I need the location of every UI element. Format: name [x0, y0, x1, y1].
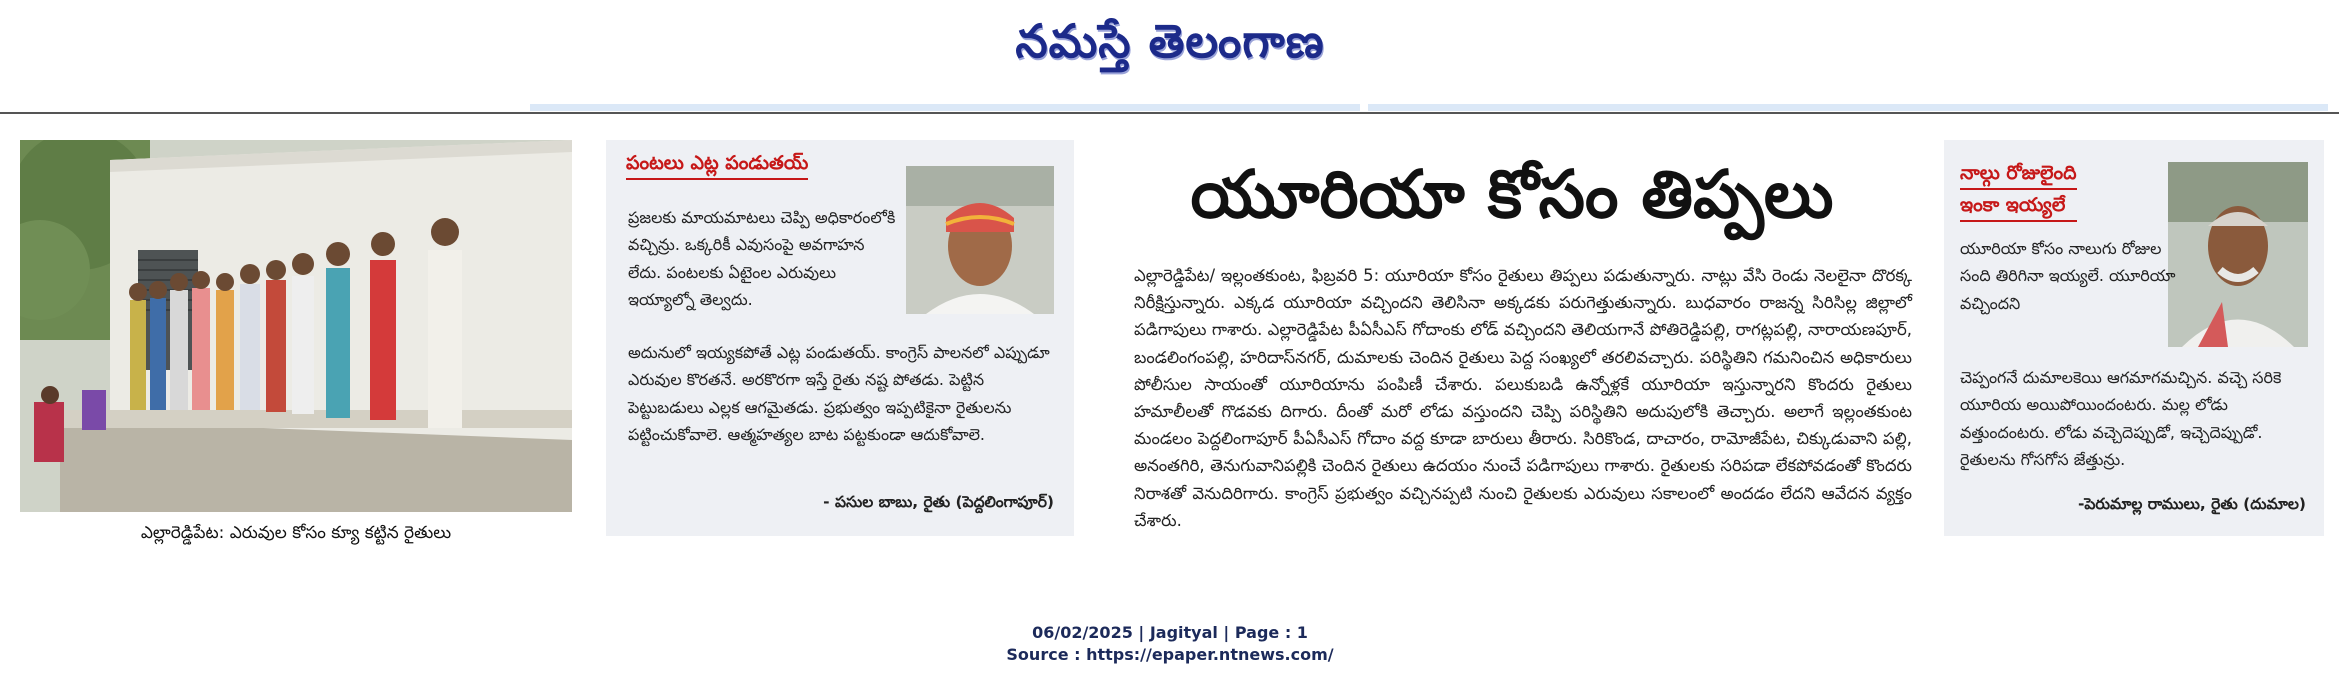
- farmer-headshot-left: [906, 166, 1054, 314]
- quote-signature-right: -పెరుమాల్ల రాములు, రైతు (దుమాల): [2077, 495, 2306, 513]
- source-link[interactable]: Source : https://epaper.ntnews.com/: [1006, 645, 1334, 664]
- quote-heading-right: [1960, 158, 2077, 222]
- quote-heading-right-line1: నాల్గు రోజులైంది: [1960, 158, 2077, 190]
- masthead: [0, 0, 2339, 100]
- quote-body-right-bottom: చెప్పంగనే దుమాలకెయి ఆగమాగమచ్చిన. వచ్చె సరికె యూరియ అయిపోయిందంటరు. మల్ల లోడు వత్తుందంటరు. లోడు వచ్చెదెప్పుడో, ఇచ్చెదెప్పుడో. రైతులను గోసగోస జేత్తున్రు.: [1960, 368, 2282, 469]
- header-divider-blue-right: [1368, 104, 2328, 111]
- farmer-headshot-right: [2168, 162, 2308, 347]
- farmers-queue-image: [20, 140, 572, 512]
- quote-heading-right-line2: ఇంకా ఇయ్యలే: [1960, 190, 2077, 222]
- quote-body-left-top: ప్రజలకు మాయమాటలు చెప్పి అధికారంలోకి వచ్చిన్రు. ఒక్కరికీ ఎవుసంపై అవగాహన లేదు. పంటలకు ఏటైంల ఎరువులు ఇయ్యాల్నో తెల్వదు.: [628, 208, 896, 309]
- photo-caption: ఎల్లారెడ్డిపేట: ఎరువుల కోసం క్యూ కట్టిన రైతులు: [140, 523, 452, 543]
- header-divider: [0, 112, 2339, 114]
- farmer-quote-box-left: [606, 140, 1074, 536]
- quote-body-right-top: యూరియా కోసం నాలుగు రోజుల సంది తిరిగినా ఇయ్యలే. యూరియా వచ్చిందని: [1960, 239, 2176, 313]
- quote-signature-left: - పసుల బాబు, రైతు (పెద్దలింగాపూర్): [823, 493, 1054, 511]
- farmers-queue-photo: [20, 140, 572, 512]
- quote-body-left-bottom: అదునులో ఇయ్యకపోతే ఎట్ల పండుతయ్. కాంగ్రెస్ పాలనలో ఎప్పుడూ ఎరువుల కొరతనే. అరకొరగా ఇస్తే రైతు నష్ట పోతడు. పెట్టిన పెట్టుబడులు ఎల్లక ఆగమైతడు. ప్రభుత్వం ఇప్పటికైనా రైతులను పట్టించుకోవాలె. ఆత్మహత్యల బాట పట్టకుండా ఆదుకోవాలె.: [628, 343, 1050, 444]
- article-headline: యూరియా కోసం తిప్పలు: [1190, 156, 1834, 233]
- header-divider-blue-left: [530, 104, 1360, 111]
- edition-info: 06/02/2025 | Jagityal | Page : 1: [1032, 623, 1308, 642]
- newspaper-logo[interactable]: నమస్తే తెలంగాణ: [1015, 14, 1325, 68]
- farmer-quote-box-right: [1944, 140, 2324, 536]
- page-footer: [900, 622, 1440, 666]
- quote-heading-left: పంటలు ఎట్ల పండుతయ్: [626, 148, 808, 180]
- article-body: ఎల్లారెడ్డిపేట/ ఇల్లంతకుంట, ఫిబ్రవరి 5: యూరియా కోసం రైతులు తిప్పలు పడుతున్నారు. నాట్లు వేసి రెండు నెలలైనా దొరక్క నిరీక్షిస్తున్నారు. ఎక్కడ యూరియా వచ్చిందని తెలిసినా అక్కడకు పరుగెత్తుతున్నారు. బుధవారం రాజన్న సిరిసిల్ల జిల్లాలో పడిగాపులు గాశారు. ఎల్లారెడ్డిపేట పీఏసీఎస్ గోదాంకు లోడ్ వచ్చిందని తెలియగానే పోతిరెడ్డిపల్లి, రాగట్లపల్లి, నారాయణపూర్, బండలింగంపల్లి, హరిదాస్‌నగర్, దుమాలకు చెందిన రైతులు పెద్ద సంఖ్యలో తరలివచ్చారు. పరిస్థితిని గమనించిన అధికారులు పోలీసుల సాయంతో యూరియాను పంపిణీ చేశారు. పలుకుబడి ఉన్నోళ్లకే యూరియా ఇస్తున్నారని కొందరు రైతులు హమాలీలతో గొడవకు దిగారు. దీంతో మరో లోడు వస్తుందని చెప్పి పరిస్థితిని అదుపులోకి తెచ్చారు. అలాగే ఇల్లంతకుంట మండలం పెద్దలింగాపూర్ పీఏసీఎస్ గోదాం వద్ద కూడా బారులు తీరారు. సిరికొండ, దాచారం, రామోజీపేట, చిక్కుడువాని పల్లి, అనంతగిరి, తెనుగువానిపల్లికి చెందిన రైతులు ఉదయం నుంచే పడిగాపులు గాశారు. రైతులకు సరిపడా లేకపోవడంతో కొందరు నిరాశతో వెనుదిరిగారు. కాంగ్రెస్ ప్రభుత్వం వచ్చినప్పటి నుంచి రైతులకు ఎరువులు సకాలంలో అందడం లేదని ఆవేదన వ్యక్తం చేశారు.: [1134, 266, 1912, 530]
